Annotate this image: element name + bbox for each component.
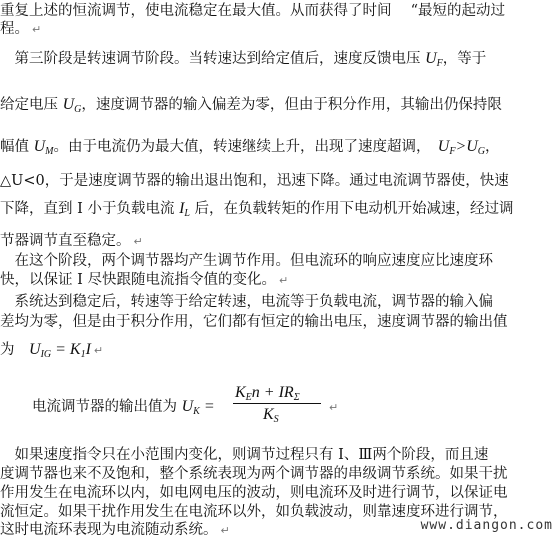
text-line (0, 172, 559, 190)
text: 节器调节直至稳定。 (0, 233, 131, 249)
text-line (0, 313, 559, 331)
paragraph-mark-icon: ↵ (220, 524, 230, 537)
text-line (0, 138, 559, 161)
text: 流恒定。如果干扰作用发生在电流环以外，如负载波动，则靠速度环进行调节， (0, 504, 508, 520)
paragraph-mark-icon: ↵ (93, 344, 104, 357)
text-line (0, 200, 559, 223)
math-ug: $U_G$ (62, 96, 82, 115)
text: ，速度调节器的输入偏差为零，但由于积分作用，其输出仍保持限 (81, 97, 502, 113)
fraction-numerator: $K_En + IR_\Sigma$ (235, 384, 300, 403)
paragraph-mark-icon: ↵ (278, 274, 289, 287)
paragraph-mark-icon: ↵ (32, 23, 42, 36)
text: 给定电压 (0, 97, 63, 113)
text: 度调节器也来不及饱和，整个系统表现为两个调节器的串级调节系统。如果干扰 (0, 466, 508, 482)
text: 差均为零，但是由于积分作用，它们都有恒定的输出电压，速度调节器的输出值 (0, 314, 508, 330)
math-inequality: $U_F>U_G$ (437, 138, 486, 157)
text: 。由于电流仍为最大值，转速继续上升，出现了速度超调， (53, 139, 438, 155)
text: ， (485, 139, 500, 155)
text: 快，以保证 I 尽快跟随电流指令值的变化。 (0, 272, 276, 288)
text: 电流调节器的输出值为 (32, 399, 182, 415)
text-line (0, 293, 559, 311)
text-line (0, 2, 559, 20)
math-um: $U_M$ (33, 138, 54, 157)
text: 系统达到稳定后，转速等于给定转速，电流等于负载电流，调节器的输入偏 (0, 294, 493, 310)
text-line (0, 484, 559, 502)
text: 在这个阶段，两个调节器均产生调节作用。但电流环的响应速度应比速度环 (0, 253, 493, 269)
text-line (0, 341, 559, 364)
fraction-bar (233, 403, 321, 404)
text-line (0, 232, 559, 251)
equation-uk: $U_K$ = (181, 398, 215, 417)
text: 如果速度指令只在小范围内变化，则调节过程只有 I、Ⅲ两个阶段，而且速 (0, 447, 489, 463)
math-uf: $U_F$ (425, 50, 443, 69)
text: 作用发生在电流环以内，如电网电压的波动，则电流环及时进行调节，以保证电 (0, 485, 508, 501)
fraction-uk (233, 384, 323, 428)
text-line (0, 271, 559, 290)
watermark: www.diangon.com (420, 518, 553, 533)
paragraph-mark-icon: ↵ (329, 401, 339, 414)
text: 第三阶段是转速调节阶段。当转速达到给定值后，速度反馈电压 (0, 51, 426, 67)
text: 后，在负载转矩的作用下电动机开始减速，经过调 (189, 201, 514, 217)
text: △U<0，于是速度调节器的输出退出饱和，迅速下降。通过电流调节器使，快速 (0, 173, 509, 189)
text: ，等于 (442, 51, 487, 67)
math-il: $I_L$ (179, 200, 190, 219)
text: 这时电流环表现为电流随动系统。 (0, 522, 218, 538)
text-line (0, 96, 559, 119)
text: 下降，直到 I 小于负载电流 (0, 201, 180, 217)
text-line (0, 465, 559, 483)
text: 重复上述的恒流调节，使电流稳定在最大值。从而获得了时间 “最短的起动过 (0, 3, 506, 19)
text: 程。 (0, 21, 29, 37)
text: 为 (0, 342, 29, 358)
fraction-denominator: $K_S$ (263, 406, 279, 425)
text-line (0, 252, 559, 270)
text-line (326, 398, 559, 417)
text-line (0, 446, 559, 464)
text-line (0, 20, 559, 39)
text-line (0, 50, 559, 73)
paragraph-mark-icon: ↵ (133, 235, 143, 248)
equation-uig: $U_{IG} = K_1I$ (29, 341, 91, 360)
text: 幅值 (0, 139, 34, 155)
